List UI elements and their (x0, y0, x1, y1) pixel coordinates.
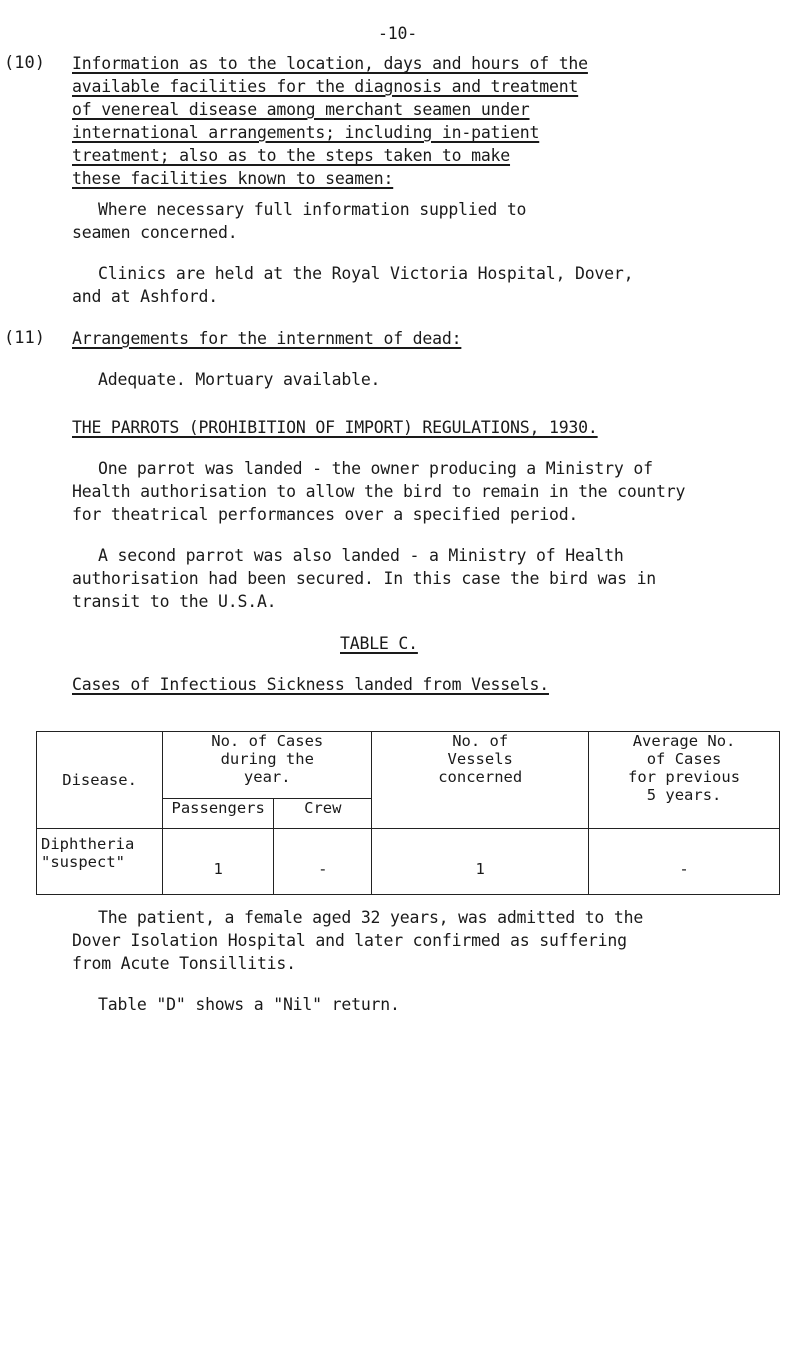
section-10-body-line: and at Ashford. (72, 287, 219, 306)
header-passengers: Passengers (163, 799, 274, 829)
cell-crew: - (274, 829, 372, 895)
parrots-para-line: authorisation had been secured. In this case the bird was in (72, 569, 657, 588)
header-cases (163, 732, 372, 799)
header-cases-line: year. (243, 768, 291, 786)
header-average-line: 5 years. (646, 786, 722, 804)
footnote-line: The patient, a female aged 32 years, was admitted to the (98, 908, 644, 927)
footnote-line: Dover Isolation Hospital and later confirmed as suffering (72, 931, 627, 950)
header-vessels-line: No. of (452, 732, 509, 750)
cell-average: - (589, 829, 780, 895)
heading-line: Information as to the location, days and hours of the (72, 54, 588, 73)
section-10-body-line: Where necessary full information supplied to (98, 200, 527, 219)
heading-line: these facilities known to seamen: (72, 169, 394, 188)
parrots-para-line: transit to the U.S.A. (72, 592, 277, 611)
header-disease-label: Disease. (62, 771, 137, 789)
section-11-number: (11) (4, 328, 45, 348)
heading-line: international arrangements; including in-patient (72, 123, 540, 142)
header-vessels-line: concerned (438, 768, 523, 786)
table-c-caption: Cases of Infectious Sickness landed from Vessels. (72, 675, 549, 694)
header-average-line: for previous (628, 768, 741, 786)
parrots-heading: THE PARROTS (PROHIBITION OF IMPORT) REGULATIONS, 1930. (72, 418, 598, 437)
table-row (37, 829, 780, 895)
heading-line: of venereal disease among merchant seamen under (72, 100, 530, 119)
header-cases-line: No. of Cases (211, 732, 324, 750)
parrots-para-line: Health authorisation to allow the bird to remain in the country (72, 482, 686, 501)
table-c-label: TABLE C. (340, 634, 418, 653)
header-disease (37, 732, 163, 829)
cell-disease (37, 829, 163, 895)
header-average-line: of Cases (646, 750, 722, 768)
section-11-body: Adequate. Mortuary available. (98, 370, 381, 389)
table-c (36, 731, 780, 895)
parrots-para-line: A second parrot was also landed - a Ministry of Health (98, 546, 624, 565)
section-10-body-line: Clinics are held at the Royal Victoria Hospital, Dover, (98, 264, 634, 283)
header-vessels-line: Vessels (447, 750, 513, 768)
section-11-heading: Arrangements for the internment of dead: (72, 329, 462, 348)
header-crew: Crew (274, 799, 372, 829)
page-number: -10- (378, 24, 417, 43)
heading-line: available facilities for the diagnosis and treatment (72, 77, 579, 96)
cell-disease-line: Diphtheria (41, 835, 135, 853)
footnote-line: from Acute Tonsillitis. (72, 954, 296, 973)
parrots-para-line: for theatrical performances over a specified period. (72, 505, 579, 524)
table-header-row (37, 732, 780, 799)
header-cases-line: during the (220, 750, 314, 768)
table-d-note: Table "D" shows a "Nil" return. (98, 995, 400, 1014)
header-average-line: Average No. (632, 732, 736, 750)
heading-line: treatment; also as to the steps taken to make (72, 146, 511, 165)
section-10-body-line: seamen concerned. (72, 223, 238, 242)
cell-disease-line: "suspect" (41, 853, 125, 871)
header-average (589, 732, 780, 829)
header-vessels (372, 732, 589, 829)
section-10-number: (10) (4, 53, 45, 73)
parrots-para-line: One parrot was landed - the owner producing a Ministry of (98, 459, 653, 478)
cell-vessels: 1 (372, 829, 589, 895)
cell-passengers: 1 (163, 829, 274, 895)
